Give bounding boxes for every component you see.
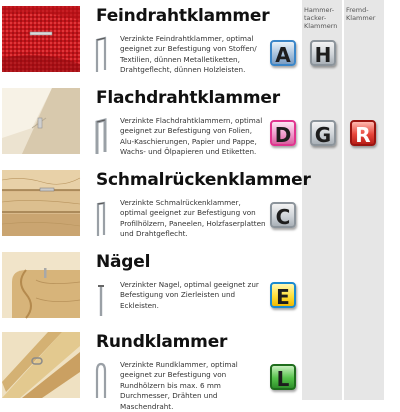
section-title: Nägel: [96, 252, 151, 272]
round-staple-icon: [94, 362, 108, 400]
section-flachdrahtklammer: [0, 84, 400, 164]
molding-photo: [2, 252, 80, 318]
section-title: Feindrahtklammer: [96, 6, 270, 26]
section-title: Rundklammer: [96, 332, 228, 352]
section-title: Flachdrahtklammer: [96, 88, 280, 108]
section-naegel: [0, 248, 400, 328]
section-schmalrueckenklammer: [0, 166, 400, 246]
narrow-crown-staple-icon: [94, 200, 108, 238]
round-wood-photo: [2, 332, 80, 398]
section-rundklammer: [0, 328, 400, 411]
section-description: Verzinkte Flachdrahtklammern, optimal geeignet zur Befestigung von Folien, Alu-Kaschierungen, Papier und Pappe, Wachs- und Ölpapieren und Etiketten.: [120, 116, 263, 157]
section-feindrahtklammer: [0, 2, 400, 82]
badge-e: E: [270, 282, 296, 308]
badge-a: A: [270, 40, 296, 66]
section-description: Verzinkte Schmalrückenklammer, optimal geeignet zur Befestigung von Profilhölzern, Paneelen, Holzfaserplatten und Drahtgeflecht.: [120, 198, 266, 239]
section-description: Verzinkter Nagel, optimal geeignet zur Befestigung von Zierleisten und Eckleisten.: [120, 280, 259, 310]
badge-r: R: [350, 120, 376, 146]
badge-l: L: [270, 364, 296, 390]
flat-wire-staple-icon: [94, 118, 108, 156]
section-description: Verzinkte Feindrahtklammer, optimal geeignet zur Befestigung von Stoffen/ Textilien, dünnen Metalletiketten, Drahtgeflecht, dünnen Holzleisten.: [120, 34, 257, 75]
hammertacker-column-header: Hammer- tacker- Klammern: [304, 6, 338, 30]
wood-panel-photo: [2, 170, 80, 236]
nail-icon: [94, 282, 108, 320]
badge-g: G: [310, 120, 336, 146]
badge-c: C: [270, 202, 296, 228]
badge-h: H: [310, 40, 336, 66]
section-title: Schmalrückenklammer: [96, 170, 311, 190]
badge-d: D: [270, 120, 296, 146]
fabric-photo: [2, 6, 80, 72]
foil-photo: [2, 88, 80, 154]
fine-wire-staple-icon: [94, 36, 108, 74]
fremd-column-header: Fremd- Klammer: [346, 6, 376, 22]
section-description: Verzinkte Rundklammer, optimal geeignet zur Befestigung von Rundhölzern bis max. 6 mm Durchmesser, Drähten und Maschendraht.: [120, 360, 238, 411]
